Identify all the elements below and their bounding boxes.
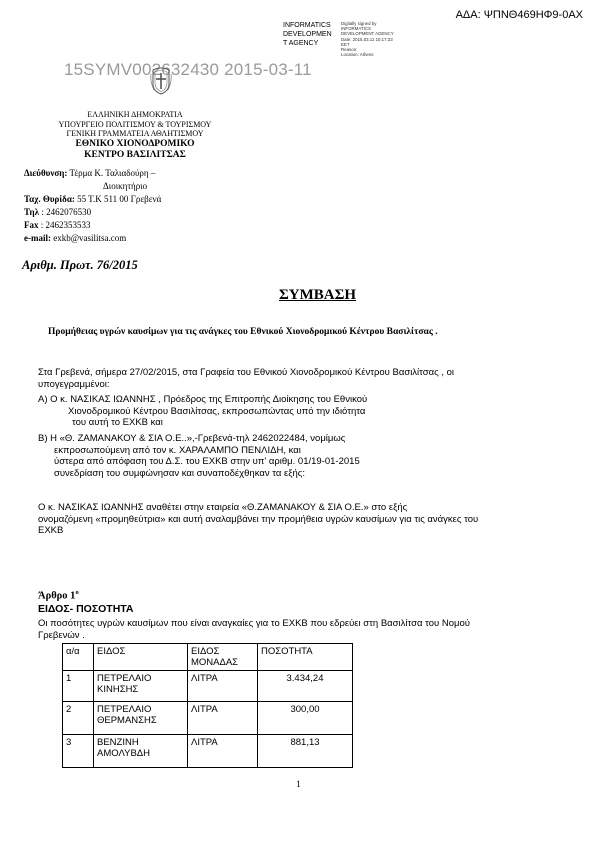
fax-line: [24, 220, 91, 230]
header-line: ΥΠΟΥΡΓΕΙΟ ΠΟΛΙΤΙΣΜΟΥ & ΤΟΥΡΙΣΜΟΥ: [58, 119, 212, 129]
address-line: [24, 168, 155, 178]
address-line-2: Διοικητήριο: [103, 181, 148, 191]
article-number-text: Άρθρο 1: [38, 590, 76, 602]
registry-stamp: 15SYMV002632430 2015-03-11: [64, 60, 312, 79]
po-box-value: 55 Τ.Κ 511 00 Γρεβενά: [77, 194, 162, 204]
phone-label: Τηλ: [24, 207, 40, 217]
intro-paragraph: [38, 367, 454, 390]
article-number: [38, 589, 79, 602]
body-line: ύστερα από απόφαση του Δ.Σ. του ΕΧΚΒ στην υπ' αριθμ. 01/19-01-2015: [54, 456, 360, 467]
signature-line: Digitally signed by: [341, 21, 377, 26]
table-header-cell: ΠΟΣΟΤΗΤΑ: [258, 644, 353, 671]
body-line: ΕΧΚΒ: [38, 525, 64, 536]
header-line: ΚΕΝΤΡΟ ΒΑΣΙΛΙΤΣΑΣ: [84, 149, 186, 160]
table-cell-aa: 3: [63, 735, 94, 768]
table-header-cell: α/α: [63, 644, 94, 671]
informatics-label: [283, 21, 332, 48]
body-line: συνεδρίαση του συμφώνησαν και συναποδέχθηκαν τα εξής:: [54, 467, 305, 479]
body-line: Ο κ. ΝΑΣΙΚΑΣ ΙΩΑΝΝΗΣ αναθέτει στην εταιρεία «Θ.ΖΑΜΑΝΑΚΟΥ & ΣΙΑ Ο.Ε.» στο εξής: [38, 502, 408, 513]
po-box-label: Ταχ. Θυρίδα:: [24, 194, 75, 204]
address-value: Τέρμα Κ. Ταλιαδούρη –: [69, 168, 156, 178]
article-number-sup: ο: [75, 589, 79, 596]
header-line: ΕΘΝΙΚΟ ΧΙΟΝΟΔΡΟΜΙΚΟ: [75, 138, 195, 149]
table-cell-monada: ΛΙΤΡΑ: [188, 702, 258, 735]
party-b: [38, 433, 360, 479]
page-number: 1: [296, 780, 301, 790]
signature-line: Reason:: [341, 47, 358, 53]
table-header-cell: ΕΙΔΟΣ: [94, 644, 188, 671]
article-text: [38, 618, 470, 641]
ada-code: ΑΔΑ: ΨΠΝΘ469ΗΦ9-0ΑΧ: [455, 9, 583, 21]
body-line: Χιονοδρομικού Κέντρου Βασιλίτσας, εκπροσωπώντας υπό την ιδιότητα: [68, 405, 366, 417]
body-line: Β) Η «Θ. ΖΑΜΑΝΑΚΟΥ & ΣΙΑ Ο.Ε..»,-Γρεβενά-τηλ 2462022484, νομίμως: [38, 433, 346, 444]
fuel-items-table: [62, 643, 353, 768]
table-cell-aa: 2: [63, 702, 94, 735]
table-row: [63, 735, 353, 768]
informatics-line: INFORMATICS: [283, 22, 331, 29]
digital-signature-details: [341, 21, 394, 57]
table-cell-posotita: 3.434,24: [258, 671, 353, 702]
address-label: Διεύθυνση:: [24, 168, 68, 178]
body-line: Γρεβενών .: [38, 629, 85, 641]
body-line: Στα Γρεβενά, σήμερα 27/02/2015, στα Γραφεία του Εθνικού Χιονοδρομικού Κέντρου Βασιλίτσας , οι: [38, 367, 455, 378]
table-cell-eidos: ΠΕΤΡΕΛΑΙΟ ΘΕΡΜΑΝΣΗΣ: [94, 702, 188, 735]
signature-line: Date: 2015.03.11 10:17:33: [341, 36, 393, 42]
phone-value: : 2462076530: [41, 207, 92, 217]
informatics-line: DEVELOPMEN: [283, 31, 332, 38]
table-header-cell: ΕΙΔΟΣ ΜΟΝΑΔΑΣ: [188, 644, 258, 671]
table-cell-monada: ΛΙΤΡΑ: [188, 735, 258, 768]
signature-line: INFORMATICS: [341, 26, 371, 32]
coat-of-arms-icon: [150, 64, 172, 96]
email-value: exkb@vasilitsa.com: [53, 233, 127, 243]
po-box-line: [24, 194, 161, 204]
body-line: Α) Ο κ. ΝΑΣΙΚΑΣ ΙΩΑΝΝΗΣ , Πρόεδρος της Επιτροπής Διοίκησης του Εθνικού: [38, 394, 368, 405]
table-cell-posotita: 881,13: [258, 735, 353, 768]
fax-label: Fax: [24, 220, 39, 230]
assignment-paragraph: [38, 502, 478, 537]
table-cell-eidos: ΒΕΝΖΙΝΗ ΑΜΟΛΥΒΔΗ: [94, 735, 188, 768]
table-header-row: [63, 644, 353, 671]
article-heading: ΕΙΔΟΣ- ΠΟΣΟΤΗΤΑ: [38, 603, 134, 615]
table-cell-eidos: ΠΕΤΡΕΛΑΙΟ ΚΙΝΗΣΗΣ: [94, 671, 188, 702]
header-line: ΕΛΛΗΝΙΚΗ ΔΗΜΟΚΡΑΤΙΑ: [87, 110, 183, 119]
table-row: [63, 702, 353, 735]
table-cell-posotita: 300,00: [258, 702, 353, 735]
authority-header: [45, 110, 225, 161]
body-line: υπογεγραμμένοι:: [38, 378, 110, 390]
table-cell-monada: ΛΙΤΡΑ: [188, 671, 258, 702]
table-row: [63, 671, 353, 702]
body-line: εκπροσωπούμενη από τον κ. ΧΑΡΑΛΑΜΠΟ ΠΕΝΛΙΔΗ, και: [54, 444, 301, 456]
document-title: ΣΥΜΒΑΣΗ: [278, 287, 357, 303]
signature-line: EET: [341, 41, 350, 47]
document-subtitle: Προμήθειας υγρών καυσίμων για τις ανάγκες του Εθνικού Χιονοδρομικού Κέντρου Βασιλίτσας .: [48, 327, 438, 337]
informatics-line: T AGENCY: [283, 40, 319, 47]
body-line: ονομαζόμενη «προμηθεύτρια» και αυτή αναλαμβάνει την προμήθεια υγρών καυσίμων για τις ανάγκες του: [38, 513, 479, 525]
fax-value: : 2462353533: [40, 220, 91, 230]
body-line: Οι ποσότητες υγρών καυσίμων που είναι αναγκαίες για το ΕΧΚΒ που εδρεύει στη Βασιλίτσα του Νομού: [38, 618, 470, 629]
body-line: του αυτή το ΕΧΚΒ και: [72, 417, 163, 428]
protocol-number: Αριθμ. Πρωτ. 76/2015: [22, 258, 138, 272]
email-line: [24, 233, 126, 243]
signature-line: DEVELOPMENT AGENCY: [341, 31, 394, 37]
header-line: ΓΕΝΙΚΗ ΓΡΑΜΜΑΤΕΙΑ ΑΘΛΗΤΙΣΜΟΥ: [66, 129, 204, 138]
party-a: [38, 394, 367, 429]
signature-line: Location: Athens: [341, 52, 374, 58]
email-label: e-mail:: [24, 233, 51, 243]
table-cell-aa: 1: [63, 671, 94, 702]
phone-line: [24, 207, 91, 217]
